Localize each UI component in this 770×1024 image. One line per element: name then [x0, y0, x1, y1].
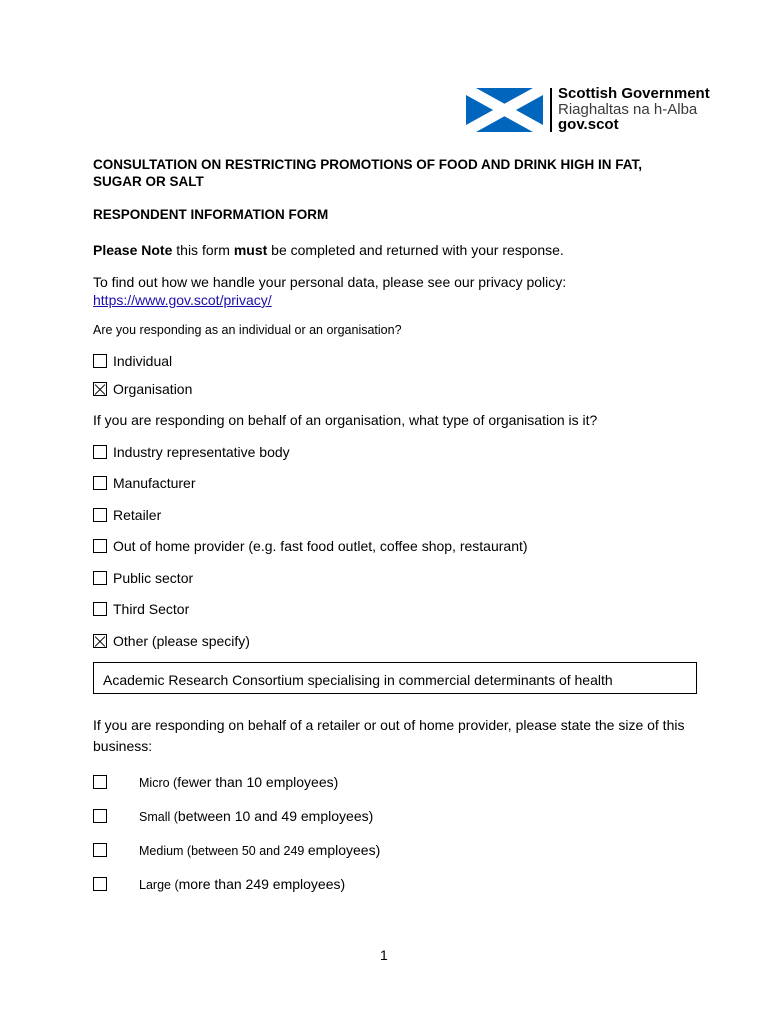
size-label: [139, 842, 380, 858]
business-size-question: If you are responding on behalf of a retailer or out of home provider, please state the size of this business:: [93, 717, 685, 754]
option-label: Third Sector: [113, 601, 190, 617]
small-checkbox[interactable]: [93, 809, 107, 823]
saltire-flag-icon: [466, 88, 543, 132]
micro-checkbox[interactable]: [93, 775, 107, 789]
option-label: Retailer: [113, 507, 162, 523]
other-specify-field[interactable]: Academic Research Consortium specialising in commercial determinants of health: [93, 662, 697, 694]
size-label-prefix: Medium (between 50 and 249: [139, 844, 308, 858]
size-label-rest: employees): [307, 842, 381, 858]
industry-body-checkbox[interactable]: [93, 445, 107, 459]
out-of-home-checkbox[interactable]: [93, 539, 107, 553]
size-label-prefix: Small (: [139, 810, 178, 824]
page-title: CONSULTATION ON RESTRICTING PROMOTIONS OF FOOD AND DRINK HIGH IN FAT, SUGAR OR SALT: [93, 157, 642, 189]
size-label-prefix: Micro (: [139, 776, 178, 790]
privacy-paragraph: [93, 273, 713, 309]
other-checkbox[interactable]: [93, 634, 107, 648]
large-checkbox[interactable]: [93, 877, 107, 891]
option-organisation[interactable]: [93, 381, 192, 397]
organisation-checkbox[interactable]: [93, 382, 107, 396]
option-other[interactable]: [93, 633, 250, 649]
logo-divider: [550, 88, 552, 132]
size-label-rest: between 10 and 49 employees): [177, 808, 374, 824]
third-sector-checkbox[interactable]: [93, 602, 107, 616]
size-label-prefix: Large (: [139, 878, 179, 892]
option-public-sector[interactable]: [93, 570, 193, 586]
respondent-question: Are you responding as an individual or an organisation?: [93, 323, 402, 337]
size-label-rest: fewer than 10 employees): [177, 774, 339, 790]
option-label: Public sector: [113, 570, 194, 586]
option-size-large[interactable]: [93, 876, 345, 892]
option-label: Manufacturer: [113, 475, 196, 491]
page-number: 1: [380, 947, 388, 963]
note-text: this form: [172, 242, 234, 258]
note-emphasis: Please Note: [93, 242, 173, 258]
option-size-micro[interactable]: [93, 774, 338, 790]
option-industry-body[interactable]: [93, 444, 290, 460]
manufacturer-checkbox[interactable]: [93, 476, 107, 490]
size-label: [139, 876, 345, 892]
scottish-government-logo: [466, 86, 746, 136]
option-label: Out of home provider (e.g. fast food outlet, coffee shop, restaurant): [113, 538, 528, 554]
privacy-link[interactable]: https://www.gov.scot/privacy/: [93, 292, 272, 308]
form-subtitle: RESPONDENT INFORMATION FORM: [93, 207, 329, 222]
individual-checkbox[interactable]: [93, 354, 107, 368]
public-sector-checkbox[interactable]: [93, 571, 107, 585]
option-individual[interactable]: [93, 353, 172, 369]
option-size-medium[interactable]: [93, 842, 380, 858]
option-label: Industry representative body: [113, 444, 290, 460]
privacy-text: To find out how we handle your personal data, please see our privacy policy:: [93, 274, 567, 290]
size-label-rest: more than 249 employees): [178, 876, 346, 892]
option-label: Individual: [113, 353, 173, 369]
size-label: [139, 774, 338, 790]
option-third-sector[interactable]: [93, 601, 189, 617]
completion-note: [93, 241, 564, 259]
option-size-small[interactable]: [93, 808, 373, 824]
logo-line-english: Scottish Government: [558, 85, 710, 102]
note-must: must: [233, 242, 268, 258]
option-label: Organisation: [113, 381, 193, 397]
medium-checkbox[interactable]: [93, 843, 107, 857]
note-text-end: be completed and returned with your response.: [267, 242, 564, 258]
option-manufacturer[interactable]: [93, 475, 195, 491]
option-label: Other (please specify): [113, 633, 250, 649]
retailer-checkbox[interactable]: [93, 508, 107, 522]
logo-line-gaelic: Riaghaltas na h-Alba: [558, 100, 698, 118]
option-out-of-home[interactable]: [93, 538, 528, 554]
logo-line-domain: gov.scot: [558, 116, 619, 133]
org-type-question: If you are responding on behalf of an organisation, what type of organisation is it?: [93, 412, 598, 428]
size-label: [139, 808, 373, 824]
option-retailer[interactable]: [93, 507, 161, 523]
